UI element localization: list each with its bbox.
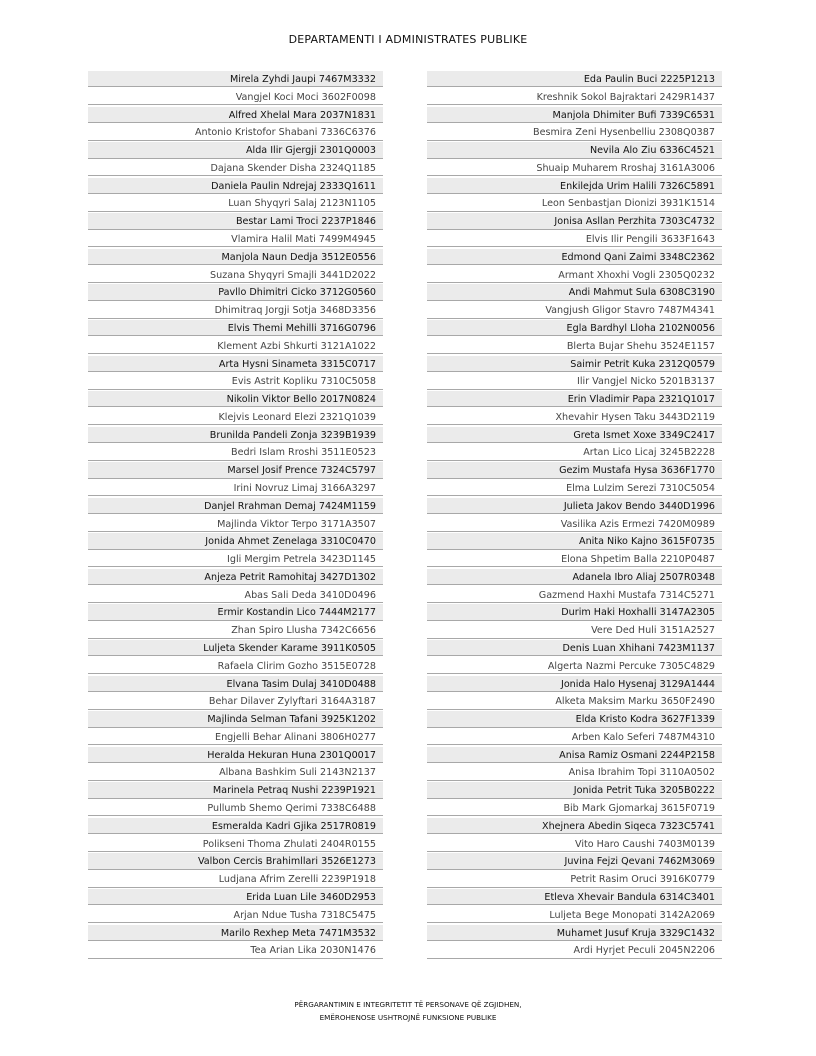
list-item: Ermir Kostandin Lico 7444M2177	[88, 604, 383, 620]
list-item: Elda Kristo Kodra 3627F1339	[427, 711, 722, 727]
right-name-list	[427, 71, 722, 960]
list-item: Edmond Qani Zaimi 3348C2362	[427, 249, 722, 265]
list-item: Erida Luan Lile 3460D2953	[88, 889, 383, 905]
list-item: Tea Arian Lika 2030N1476	[88, 942, 383, 958]
list-item: Luljeta Skender Karame 3911K0505	[88, 640, 383, 656]
list-item: Elona Shpetim Balla 2210P0487	[427, 551, 722, 567]
footer	[0, 998, 816, 1024]
list-item: Leon Senbastjan Dionizi 3931K1514	[427, 195, 722, 211]
list-item: Gazmend Haxhi Mustafa 7314C5271	[427, 587, 722, 603]
list-item: Saimir Petrit Kuka 2312Q0579	[427, 356, 722, 372]
list-item: Jonisa Asllan Perzhita 7303C4732	[427, 213, 722, 229]
list-item: Rafaela Clirim Gozho 3515E0728	[88, 658, 383, 674]
list-item: Enkilejda Urim Halili 7326C5891	[427, 178, 722, 194]
list-item: Petrit Rasim Oruci 3916K0779	[427, 871, 722, 887]
list-item: Bestar Lami Troci 2237P1846	[88, 213, 383, 229]
list-item: Kreshnik Sokol Bajraktari 2429R1437	[427, 89, 722, 105]
list-item: Erin Vladimir Papa 2321Q1017	[427, 391, 722, 407]
list-item: Zhan Spiro Llusha 7342C6656	[88, 622, 383, 638]
list-item: Luljeta Bege Monopati 3142A2069	[427, 907, 722, 923]
list-item: Heralda Hekuran Huna 2301Q0017	[88, 747, 383, 763]
list-item: Armant Xhoxhi Vogli 2305Q0232	[427, 267, 722, 283]
list-item: Vasilika Azis Ermezi 7420M0989	[427, 516, 722, 532]
list-item: Vere Ded Huli 3151A2527	[427, 622, 722, 638]
list-item: Alketa Maksim Marku 3650F2490	[427, 693, 722, 709]
list-item: Ilir Vangjel Nicko 5201B3137	[427, 373, 722, 389]
list-item: Eda Paulin Buci 2225P1213	[427, 71, 722, 87]
list-item: Nevila Alo Ziu 6336C4521	[427, 142, 722, 158]
list-item: Julieta Jakov Bendo 3440D1996	[427, 498, 722, 514]
list-item: Elvis Ilir Pengili 3633F1643	[427, 231, 722, 247]
list-item: Ardi Hyrjet Peculi 2045N2206	[427, 942, 722, 958]
list-item: Behar Dilaver Zylyftari 3164A3187	[88, 693, 383, 709]
list-item: Pullumb Shemo Qerimi 7338C6488	[88, 800, 383, 816]
list-item: Anisa Ibrahim Topi 3110A0502	[427, 764, 722, 780]
footer-line-2: EMËROHENOSE USHTROJNË FUNKSIONE PUBLIKE	[319, 1013, 497, 1022]
list-item: Bedri Islam Rroshi 3511E0523	[88, 444, 383, 460]
list-item: Anisa Ramiz Osmani 2244P2158	[427, 747, 722, 763]
list-item: Jonida Petrit Tuka 3205B0222	[427, 782, 722, 798]
list-item: Alda Ilir Gjergji 2301Q0003	[88, 142, 383, 158]
list-item: Dhimitraq Jorgji Sotja 3468D3356	[88, 302, 383, 318]
list-item: Esmeralda Kadri Gjika 2517R0819	[88, 818, 383, 834]
list-item: Andi Mahmut Sula 6308C3190	[427, 284, 722, 300]
list-item: Denis Luan Xhihani 7423M1137	[427, 640, 722, 656]
list-item: Greta Ismet Xoxe 3349C2417	[427, 427, 722, 443]
list-item: Xhejnera Abedin Siqeca 7323C5741	[427, 818, 722, 834]
list-item: Engjelli Behar Alinani 3806H0277	[88, 729, 383, 745]
list-item: Shuaip Muharem Rroshaj 3161A3006	[427, 160, 722, 176]
list-item: Etleva Xhevair Bandula 6314C3401	[427, 889, 722, 905]
list-item: Igli Mergim Petrela 3423D1145	[88, 551, 383, 567]
list-item: Pavllo Dhimitri Cicko 3712G0560	[88, 284, 383, 300]
list-item: Gezim Mustafa Hysa 3636F1770	[427, 462, 722, 478]
list-item: Klejvis Leonard Elezi 2321Q1039	[88, 409, 383, 425]
list-item: Arjan Ndue Tusha 7318C5475	[88, 907, 383, 923]
list-item: Elma Lulzim Serezi 7310C5054	[427, 480, 722, 496]
list-item: Adanela Ibro Aliaj 2507R0348	[427, 569, 722, 585]
left-name-list	[88, 71, 383, 960]
list-item: Daniela Paulin Ndrejaj 2333Q1611	[88, 178, 383, 194]
list-item: Artan Lico Licaj 3245B2228	[427, 444, 722, 460]
list-item: Vangjush Gligor Stavro 7487M4341	[427, 302, 722, 318]
list-item: Abas Sali Deda 3410D0496	[88, 587, 383, 603]
list-item: Mirela Zyhdi Jaupi 7467M3332	[88, 71, 383, 87]
document-title: DEPARTAMENTI I ADMINISTRATES PUBLIKE	[288, 33, 528, 46]
list-item: Vangjel Koci Moci 3602F0098	[88, 89, 383, 105]
list-item: Marilo Rexhep Meta 7471M3532	[88, 925, 383, 941]
list-item: Suzana Shyqyri Smajli 3441D2022	[88, 267, 383, 283]
list-item: Valbon Cercis Brahimllari 3526E1273	[88, 853, 383, 869]
list-item: Alfred Xhelal Mara 2037N1831	[88, 107, 383, 123]
list-item: Vito Haro Caushi 7403M0139	[427, 836, 722, 852]
list-item: Nikolin Viktor Bello 2017N0824	[88, 391, 383, 407]
list-item: Bib Mark Gjomarkaj 3615F0719	[427, 800, 722, 816]
list-item: Durim Haki Hoxhalli 3147A2305	[427, 604, 722, 620]
list-item: Evis Astrit Kopliku 7310C5058	[88, 373, 383, 389]
list-item: Anjeza Petrit Ramohitaj 3427D1302	[88, 569, 383, 585]
list-item: Blerta Bujar Shehu 3524E1157	[427, 338, 722, 354]
footer-line-1: PËRGARANTIMIN E INTEGRITETIT TË PERSONAVE QË ZGJIDHEN,	[294, 1000, 522, 1009]
list-item: Vlamira Halil Mati 7499M4945	[88, 231, 383, 247]
list-item: Algerta Nazmi Percuke 7305C4829	[427, 658, 722, 674]
list-item: Muhamet Jusuf Kruja 3329C1432	[427, 925, 722, 941]
list-item: Besmira Zeni Hysenbelliu 2308Q0387	[427, 124, 722, 140]
list-item: Elvis Themi Mehilli 3716G0796	[88, 320, 383, 336]
list-item: Anita Niko Kajno 3615F0735	[427, 533, 722, 549]
list-item: Danjel Rrahman Demaj 7424M1159	[88, 498, 383, 514]
list-item: Jonida Halo Hysenaj 3129A1444	[427, 676, 722, 692]
list-item: Majlinda Viktor Terpo 3171A3507	[88, 516, 383, 532]
list-item: Arben Kalo Seferi 7487M4310	[427, 729, 722, 745]
list-item: Manjola Naun Dedja 3512E0556	[88, 249, 383, 265]
list-item: Xhevahir Hysen Taku 3443D2119	[427, 409, 722, 425]
list-item: Arta Hysni Sinameta 3315C0717	[88, 356, 383, 372]
list-item: Elvana Tasim Dulaj 3410D0488	[88, 676, 383, 692]
list-item: Manjola Dhimiter Bufi 7339C6531	[427, 107, 722, 123]
list-item: Majlinda Selman Tafani 3925K1202	[88, 711, 383, 727]
list-item: Brunilda Pandeli Zonja 3239B1939	[88, 427, 383, 443]
list-item: Jonida Ahmet Zenelaga 3310C0470	[88, 533, 383, 549]
list-item: Dajana Skender Disha 2324Q1185	[88, 160, 383, 176]
list-item: Marsel Josif Prence 7324C5797	[88, 462, 383, 478]
list-item: Klement Azbi Shkurti 3121A1022	[88, 338, 383, 354]
list-item: Egla Bardhyl Lloha 2102N0056	[427, 320, 722, 336]
list-item: Polikseni Thoma Zhulati 2404R0155	[88, 836, 383, 852]
list-item: Antonio Kristofor Shabani 7336C6376	[88, 124, 383, 140]
list-item: Luan Shyqyri Salaj 2123N1105	[88, 195, 383, 211]
list-item: Irini Novruz Limaj 3166A3297	[88, 480, 383, 496]
list-item: Marinela Petraq Nushi 2239P1921	[88, 782, 383, 798]
list-item: Albana Bashkim Suli 2143N2137	[88, 764, 383, 780]
list-item: Ludjana Afrim Zerelli 2239P1918	[88, 871, 383, 887]
list-item: Juvina Fejzi Qevani 7462M3069	[427, 853, 722, 869]
